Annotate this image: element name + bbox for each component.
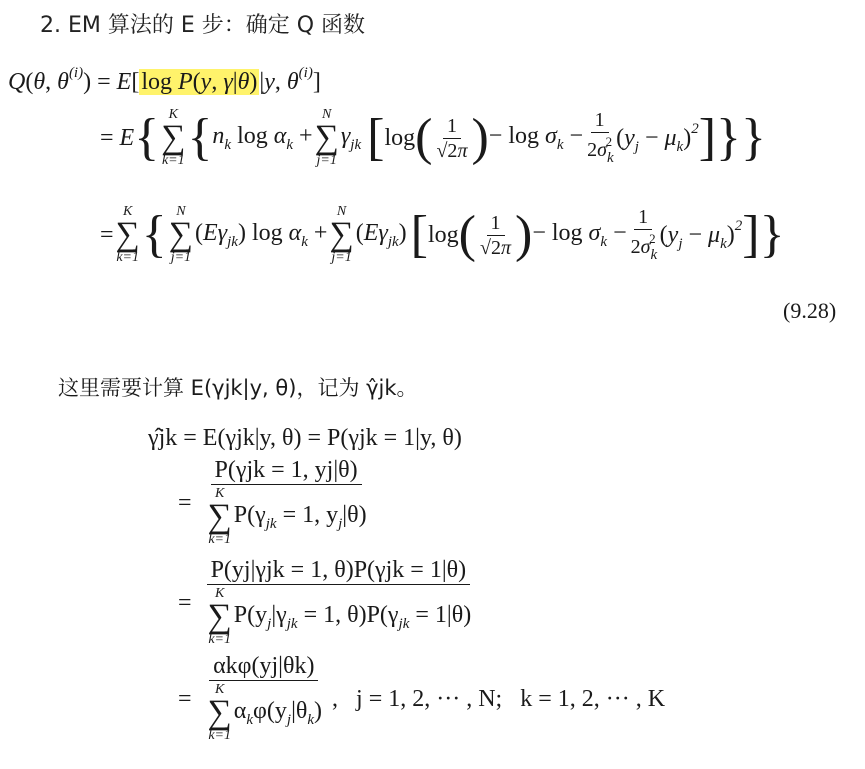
fraction-numerator: P(γjk = 1, yj|θ) [211,458,362,485]
derivation-line-2: = P(γjk = 1, yj|θ) K ∑ k=1 $P(\gamma_{jk} = 1$, $y_j|\theta$) [178,457,367,548]
body-paragraph [58,372,418,402]
derivation-line-1-text: γ̂jk = E(γjk|y, θ) = P(γjk = 1|y, θ) [148,425,462,451]
equation-line-3: = K ∑ k=1 { N ∑ j=1 $(E\gamma_{jk})$ $\log \alpha_k$ + N ∑ j=1 $(E\gamma_{jk})$ [ log ( $\frac{1}{√2\pi}$ ) − $\log \sigma_k$ − $\frac{1}{2\sigma_k^2}$ $(y_j - \mu_k)^2$ ] } [100,204,785,266]
derivation-line-4: = αkφ(yj|θk) K ∑ k=1 $\alpha_k\varphi(y_j|\theta_k)$ , j = 1, 2, ··· , N; k = 1, 2, ··· , K [178,653,666,744]
equation-tag: (9.28) [783,298,837,323]
fraction-denominator: $\alpha_k\varphi(y_j|\theta_k)$ [233,697,323,728]
eq-sign: = [178,685,192,712]
section-heading-text: 2. EM 算法的 E 步：确定 Q 函数 [40,13,366,38]
fraction-numerator: αkφ(yj|θk) [209,654,318,681]
equation-line-2: = E { K ∑ k=1 { $n_k$ $\log \alpha_k$ + N ∑ j=1 $\gamma_{jk}$ [ log ( $\frac{1}{√2\pi}$ ) − $\log \sigma_k$ − $\frac{1}{2\sigma_k^2}$ $(y_j - \mu_k)^2$ ] } } [100,107,766,169]
index-conditions: , j = 1, 2, ··· , N; k = 1, 2, ··· , K [332,685,666,712]
fraction-numerator: P(yj|γjk = 1, θ)P(γjk = 1|θ) [207,558,471,585]
section-heading [40,8,365,39]
highlighted-log-likelihood: log P(y, γ|θ) [141,69,258,95]
equation-line-1: Q(θ, $\theta^{(i)}) = E[\log$ P(y, γ|θ)|y, $\theta^{(i)}$] [8,65,321,95]
eq-sign: = [178,589,192,616]
paragraph-text: 这里需要计算 E(γjk|y, θ)，记为 γ̂jk。 [58,376,418,400]
eq-sign: = [178,489,192,516]
fraction-denominator: $P(y_j|\gamma_{jk} = 1$, $\theta)P(\gamma_{jk} = 1|\theta)$ [233,601,472,632]
equation-number [783,298,836,324]
derivation-line-1 [148,426,462,450]
fraction-denominator: $P(\gamma_{jk} = 1$, $y_j|\theta$) [233,501,367,532]
derivation-line-3: = P(yj|γjk = 1, θ)P(γjk = 1|θ) K ∑ k=1 $P(y_j|\gamma_{jk} = 1$, $\theta)P(\gamma_{jk} = 1|\theta)$ [178,557,472,648]
